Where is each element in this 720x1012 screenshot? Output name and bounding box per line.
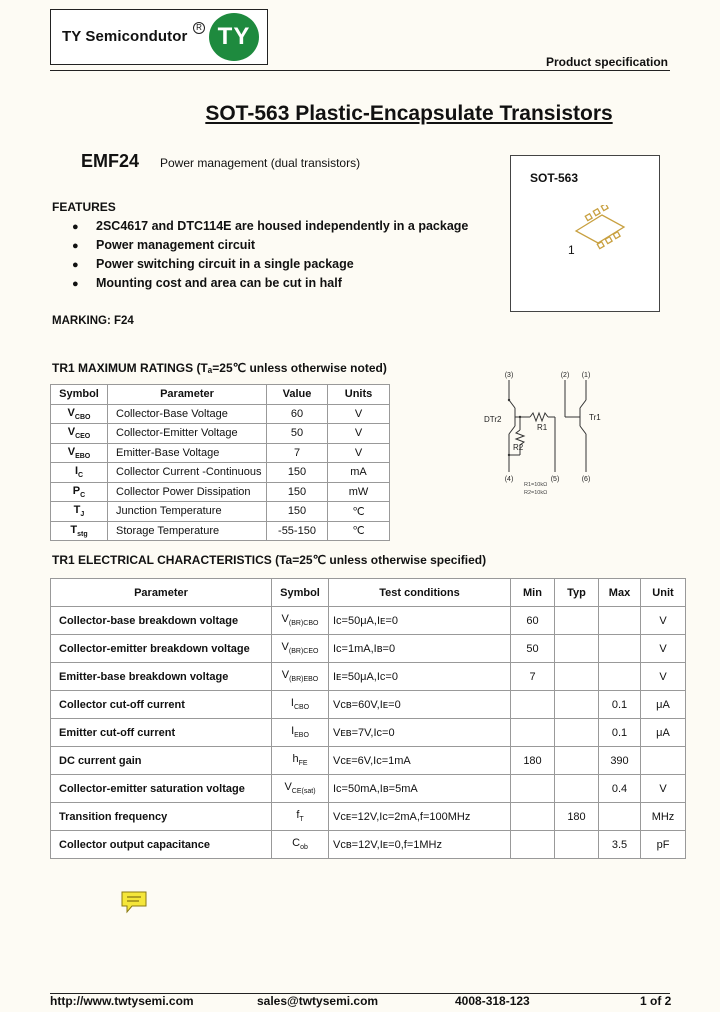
ty-logo: TY	[209, 13, 259, 61]
col-header-value: Value	[267, 385, 328, 405]
col-header-symbol: Symbol	[51, 385, 108, 405]
parameter-cell: Collector Current -Continuous	[108, 463, 267, 483]
symbol-cell	[272, 635, 329, 663]
dtr2-label: DTr2	[484, 415, 502, 424]
conditions-cell: Vᴄʙ=60V,Iᴇ=0	[329, 691, 511, 719]
document-title: SOT-563 Plastic-Encapsulate Transistors	[205, 102, 613, 125]
bullet-icon: ●	[72, 278, 79, 290]
parameter-cell: Junction Temperature	[108, 502, 267, 522]
typ-cell	[555, 635, 599, 663]
table-row	[51, 443, 390, 463]
feature-item: ● Power management circuit	[72, 238, 256, 252]
parameter-cell: Emitter cut-off current	[51, 719, 272, 747]
value-cell: 150	[267, 482, 328, 502]
value-cell: 7	[267, 443, 328, 463]
feature-item: ● 2SC4617 and DTC114E are housed independently in a package	[72, 219, 469, 233]
symbol-cell	[51, 502, 108, 522]
conditions-cell: Iᴄ=1mA,Iʙ=0	[329, 635, 511, 663]
marking-code: MARKING: F24	[52, 315, 134, 327]
symbol-cell-base: f	[296, 809, 300, 822]
unit-cell: pF	[641, 831, 686, 859]
parameter-cell: Emitter-base breakdown voltage	[51, 663, 272, 691]
typ-cell: 180	[555, 803, 599, 831]
value-cell: -55-150	[267, 521, 328, 541]
col-header-typ: Typ	[555, 579, 599, 607]
features-heading: FEATURES	[52, 200, 116, 214]
symbol-cell-base: V	[67, 426, 76, 439]
parameter-cell: Collector Power Dissipation	[108, 482, 267, 502]
parameter-cell: Collector cut-off current	[51, 691, 272, 719]
min-cell: 50	[511, 635, 555, 663]
part-number: EMF24	[81, 151, 140, 171]
min-cell	[511, 775, 555, 803]
symbol-cell	[272, 803, 329, 831]
max-cell: 390	[599, 747, 641, 775]
col-header-min: Min	[511, 579, 555, 607]
symbol-cell	[51, 521, 108, 541]
col-header-parameter: Parameter	[51, 579, 272, 607]
typ-cell	[555, 691, 599, 719]
symbol-cell-base: V	[281, 669, 290, 682]
max-ratings-heading: TR1 MAXIMUM RATINGS (Tₐ=25℃ unless otherwise noted)	[52, 361, 387, 375]
feature-item: ● Mounting cost and area can be cut in half	[72, 276, 342, 290]
symbol-cell	[272, 775, 329, 803]
col-header-unit: Unit	[641, 579, 686, 607]
parameter-cell: Storage Temperature	[108, 521, 267, 541]
symbol-cell-base: P	[72, 484, 81, 497]
unit-cell: V	[641, 607, 686, 635]
units-cell: V	[328, 404, 390, 424]
symbol-cell-base: I	[290, 697, 294, 710]
table-header-row	[51, 385, 390, 405]
conditions-cell: Vᴇʙ=7V,Iᴄ=0	[329, 719, 511, 747]
symbol-cell-base: V	[67, 445, 76, 458]
max-cell: 0.4	[599, 775, 641, 803]
symbol-cell-subscript: EBO	[294, 732, 309, 740]
symbol-cell-base: I	[74, 465, 78, 478]
symbol-cell-subscript: CEO	[75, 433, 91, 441]
symbol-cell	[272, 607, 329, 635]
table-row	[51, 691, 686, 719]
unit-cell: MHz	[641, 803, 686, 831]
conditions-cell: Vᴄᴇ=12V,Iᴄ=2mA,f=100MHz	[329, 803, 511, 831]
col-header-units: Units	[328, 385, 390, 405]
units-cell: mW	[328, 482, 390, 502]
symbol-cell	[51, 482, 108, 502]
r1-value-note: R1=10kΩ	[524, 482, 548, 488]
unit-cell: V	[641, 663, 686, 691]
conditions-cell: Iᴇ=50μA,Iᴄ=0	[329, 663, 511, 691]
symbol-cell-base: T	[70, 523, 78, 536]
symbol-cell	[272, 719, 329, 747]
symbol-cell	[272, 691, 329, 719]
table-row	[51, 635, 686, 663]
symbol-cell	[272, 663, 329, 691]
max-cell	[599, 635, 641, 663]
elec-heading: TR1 ELECTRICAL CHARACTERISTICS (Ta=25℃ unless otherwise specified)	[52, 553, 487, 567]
symbol-cell-subscript: FE	[298, 760, 308, 768]
symbol-cell-subscript: ob	[300, 844, 308, 852]
pin-label-2: (2)	[560, 372, 570, 379]
symbol-cell-base: I	[291, 725, 295, 738]
table-row	[51, 502, 390, 522]
symbol-cell-subscript: stg	[77, 530, 88, 538]
value-cell: 150	[267, 502, 328, 522]
typ-cell	[555, 663, 599, 691]
pin-label-3: (3)	[504, 372, 514, 379]
unit-cell: μA	[641, 719, 686, 747]
table-row	[51, 404, 390, 424]
table-row	[51, 424, 390, 444]
symbol-cell-base: V	[281, 613, 289, 626]
parameter-cell: DC current gain	[51, 747, 272, 775]
bullet-icon: ●	[72, 240, 79, 252]
max-cell: 3.5	[599, 831, 641, 859]
symbol-cell-subscript: CE(sat)	[291, 788, 316, 796]
symbol-cell	[272, 747, 329, 775]
tr1-label: Tr1	[589, 413, 601, 422]
col-header-conditions: Test conditions	[329, 579, 511, 607]
symbol-cell-subscript: (BR)CBO	[288, 620, 319, 628]
parameter-cell: Collector-emitter saturation voltage	[51, 775, 272, 803]
pin-label-5: (5)	[550, 476, 560, 483]
units-cell: V	[328, 443, 390, 463]
bullet-icon: ●	[72, 221, 79, 233]
min-cell: 60	[511, 607, 555, 635]
table-header-row	[51, 579, 686, 607]
r1-label: R1	[537, 423, 548, 432]
part-description: Power management (dual transistors)	[160, 156, 361, 170]
col-header-parameter: Parameter	[108, 385, 267, 405]
table-row	[51, 831, 686, 859]
max-ratings-table	[50, 384, 390, 541]
table-row	[51, 463, 390, 483]
symbol-cell	[51, 424, 108, 444]
units-cell: ℃	[328, 521, 390, 541]
conditions-cell: Vᴄʙ=12V,Iᴇ=0,f=1MHz	[329, 831, 511, 859]
unit-cell: V	[641, 635, 686, 663]
min-cell	[511, 831, 555, 859]
parameter-cell: Collector output capacitance	[51, 831, 272, 859]
table-row	[51, 607, 686, 635]
typ-cell	[555, 719, 599, 747]
units-cell: ℃	[328, 502, 390, 522]
value-cell: 50	[267, 424, 328, 444]
comment-note-icon[interactable]	[120, 890, 148, 914]
max-cell	[599, 803, 641, 831]
value-cell: 150	[267, 463, 328, 483]
unit-cell: μA	[641, 691, 686, 719]
sot563-package-icon	[570, 205, 630, 255]
parameter-cell: Collector-Emitter Voltage	[108, 424, 267, 444]
symbol-cell-base: h	[292, 753, 299, 766]
symbol-cell-subscript: (BR)CEO	[288, 648, 319, 656]
conditions-cell: Iᴄ=50mA,Iʙ=5mA	[329, 775, 511, 803]
units-cell: mA	[328, 463, 390, 483]
table-row	[51, 521, 390, 541]
circuit-diagram	[482, 368, 612, 498]
footer-website-link[interactable]: http://www.twtysemi.com	[50, 994, 194, 1008]
typ-cell	[555, 747, 599, 775]
footer-email-link[interactable]: sales@twtysemi.com	[257, 994, 379, 1008]
product-spec-label: Product specification	[545, 55, 668, 69]
max-cell	[599, 663, 641, 691]
symbol-cell	[51, 404, 108, 424]
units-cell: V	[328, 424, 390, 444]
header-divider	[50, 70, 670, 71]
min-cell	[511, 719, 555, 747]
symbol-cell-subscript: (BR)EBO	[289, 676, 319, 684]
pin-label-1: (1)	[581, 372, 591, 379]
company-name: TY Semicondutor	[62, 28, 188, 45]
max-cell	[599, 607, 641, 635]
pin-label-4: (4)	[504, 476, 514, 483]
registered-mark: R	[193, 22, 205, 34]
table-row	[51, 719, 686, 747]
typ-cell	[555, 775, 599, 803]
max-cell: 0.1	[599, 691, 641, 719]
min-cell	[511, 803, 555, 831]
symbol-cell-subscript: C	[78, 472, 84, 480]
parameter-cell: Collector-base breakdown voltage	[51, 607, 272, 635]
unit-cell	[641, 747, 686, 775]
table-row	[51, 663, 686, 691]
min-cell	[511, 691, 555, 719]
parameter-cell: Transition frequency	[51, 803, 272, 831]
symbol-cell-subscript: CBO	[74, 413, 91, 421]
symbol-cell-base: V	[67, 406, 75, 419]
symbol-cell-base: C	[292, 837, 301, 850]
r2-value-note: R2=10kΩ	[524, 490, 548, 496]
typ-cell	[555, 831, 599, 859]
symbol-cell-subscript: EBO	[75, 452, 91, 460]
package-pin-one: 1	[568, 243, 575, 257]
symbol-cell-subscript: C	[80, 491, 86, 499]
table-row	[51, 775, 686, 803]
electrical-characteristics-table	[50, 578, 686, 859]
table-row	[51, 482, 390, 502]
col-header-symbol: Symbol	[272, 579, 329, 607]
value-cell: 60	[267, 404, 328, 424]
footer-page-number: 1 of 2	[640, 994, 672, 1008]
parameter-cell: Collector-emitter breakdown voltage	[51, 635, 272, 663]
feature-item: ● Power switching circuit in a single package	[72, 257, 354, 271]
symbol-cell	[272, 831, 329, 859]
symbol-cell-base: V	[281, 641, 289, 654]
unit-cell: V	[641, 775, 686, 803]
symbol-cell-subscript: J	[80, 511, 85, 519]
min-cell: 7	[511, 663, 555, 691]
symbol-cell-base: T	[73, 504, 81, 517]
min-cell: 180	[511, 747, 555, 775]
pin-label-6: (6)	[581, 476, 591, 483]
parameter-cell: Collector-Base Voltage	[108, 404, 267, 424]
col-header-max: Max	[599, 579, 641, 607]
footer-phone: 4008-318-123	[455, 994, 530, 1008]
symbol-cell-subscript: CBO	[293, 704, 310, 712]
conditions-cell: Iᴄ=50μA,Iᴇ=0	[329, 607, 511, 635]
typ-cell	[555, 607, 599, 635]
r2-label: R2	[513, 443, 524, 452]
max-cell: 0.1	[599, 719, 641, 747]
table-row	[51, 803, 686, 831]
symbol-cell-base: V	[284, 781, 292, 794]
package-label: SOT-563	[530, 171, 579, 185]
parameter-cell: Emitter-Base Voltage	[108, 443, 267, 463]
symbol-cell	[51, 463, 108, 483]
bullet-icon: ●	[72, 259, 79, 271]
conditions-cell: Vᴄᴇ=6V,Iᴄ=1mA	[329, 747, 511, 775]
table-row	[51, 747, 686, 775]
symbol-cell	[51, 443, 108, 463]
symbol-cell-subscript: T	[299, 816, 304, 824]
